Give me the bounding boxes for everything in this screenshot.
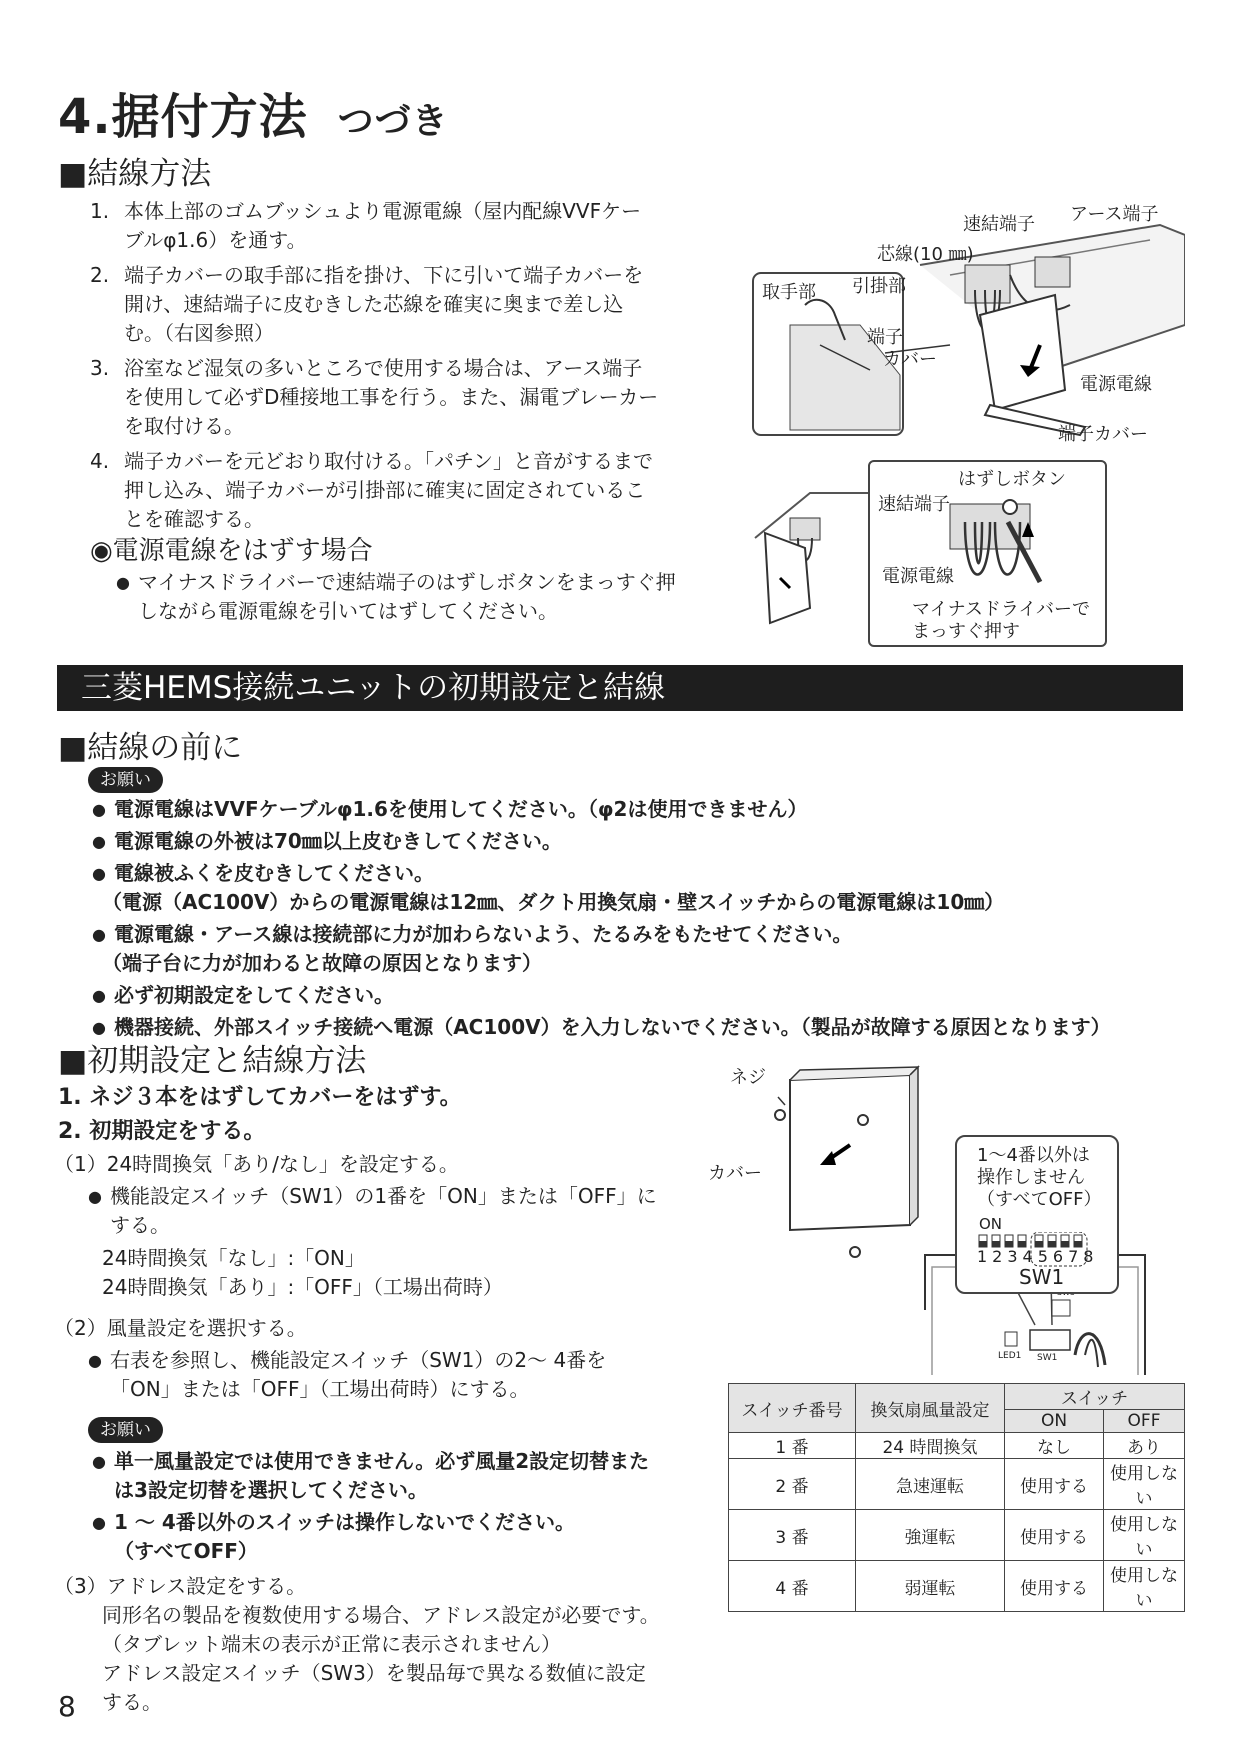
list-item: ● 電源電線の外被は70㎜以上皮むきしてください。 xyxy=(92,827,1192,856)
label-sw1-small: SW1 xyxy=(1037,1353,1058,1363)
s1-a: 24時間換気「なし」:「ON」 xyxy=(102,1246,365,1270)
before-title: ■結線の前に xyxy=(58,730,243,766)
setup-step1: 1. ネジ３本をはずしてカバーをはずす。 xyxy=(58,1085,462,1110)
list-note: （端子台に力が加わると故障の原因となります） xyxy=(102,951,542,975)
page-title: 4.据付方法 xyxy=(58,89,308,145)
list-item: ● 電源電線・アース線は接続部に力が加わらないよう、たるみをもたせてください。 xyxy=(92,920,1192,949)
th-switch: スイッチ xyxy=(1005,1384,1185,1410)
wiring-step: 2. 端子カバーの取手部に指を掛け、下に引いて端子カバーを開け、速結端子に皮むきした芯線を確実に奥まで差し込む。（右図参照） xyxy=(90,263,644,345)
s3-text1: 同形名の製品を複数使用する場合、アドレス設定が必要です。（タブレット端末の表示が正常に表示されません） xyxy=(102,1603,660,1656)
label-dengen: 電源電線 xyxy=(882,566,954,587)
s1-text: ● 機能設定スイッチ（SW1）の1番を「ON」または「OFF」にする。 xyxy=(88,1182,664,1240)
th-off: OFF xyxy=(1104,1410,1185,1433)
section-banner: 三菱HEMS接続ユニットの初期設定と結線 xyxy=(57,665,1183,711)
wiring-step: 3. 浴室など湿気の多いところで使用する場合は、アース端子を使用して必ずD種接地工事を行う。また、漏電ブレーカーを取付ける。 xyxy=(90,356,659,438)
s2-text: ● 右表を参照し、機能設定スイッチ（SW1）の2～ 4番を「ON」または「OFF」（工場出荷時）にする。 xyxy=(88,1346,664,1404)
remove-title: ◉電源電線をはずす場合 xyxy=(90,536,373,566)
setup-badge: お願い xyxy=(88,1414,664,1443)
list-note: （電源（AC100V）からの電源電線は12㎜、ダクト用換気扇・壁スイッチからの電源電線は10㎜） xyxy=(102,890,1005,914)
label-dengen: 電源電線 xyxy=(1080,374,1152,395)
label-button: はずしボタン xyxy=(958,469,1066,490)
s3-text2: アドレス設定スイッチ（SW3）を製品毎で異なる数値に設定する。 xyxy=(102,1661,646,1714)
sw1-numbers: 12345678 xyxy=(977,1247,1099,1266)
table-row: 4 番 弱運転 使用する 使用しない xyxy=(729,1561,1185,1612)
before-list xyxy=(92,795,1192,1042)
table-row: 2 番 急速運転 使用する 使用しない xyxy=(729,1459,1185,1510)
req1: ● 単一風量設定では使用できません。必ず風量2設定切替または3設定切替を選択してください。 xyxy=(92,1447,664,1505)
terminal-figure xyxy=(750,195,1185,445)
label-led1: LED1 xyxy=(998,1351,1022,1361)
page-heading xyxy=(58,78,449,147)
s1-title: （1）24時間換気「あり/なし」を設定する。 xyxy=(54,1152,459,1176)
sw1-label: SW1 xyxy=(1019,1265,1065,1289)
label-tanshi-cover: 端子カバー xyxy=(1058,424,1148,445)
req2: ● 1 ～ 4番以外のスイッチは操作しないでください。 xyxy=(92,1508,664,1537)
table-row: 1 番 24 時間換気 なし あり xyxy=(729,1433,1185,1459)
switch-table xyxy=(728,1383,1185,1612)
th-on: ON xyxy=(1005,1410,1104,1433)
list-item: ● 電源電線はVVFケーブルφ1.6を使用してください。（φ2は使用できません） xyxy=(92,795,1192,824)
wiring-title: ■結線方法 xyxy=(58,156,212,192)
req2b: （すべてOFF） xyxy=(114,1539,258,1563)
label-sokketsu: 速結端子 xyxy=(963,214,1035,235)
s1-b: 24時間換気「あり」:「OFF」（工場出荷時） xyxy=(102,1275,503,1299)
th-no: スイッチ番号 xyxy=(729,1384,856,1433)
label-neji: ネジ xyxy=(730,1067,766,1088)
before-badge: お願い xyxy=(88,767,163,793)
list-item: ● 機器接続、外部スイッチ接続へ電源（AC100V）を入力しないでください。（製品が故障する原因となります） xyxy=(92,1013,1192,1042)
page-title-sub: つづき xyxy=(337,101,449,142)
list-item: ● 電線被ふくを皮むきしてください。 xyxy=(92,859,1192,888)
wiring-steps xyxy=(90,197,660,540)
label-shinsen: 芯線(10 ㎜) xyxy=(877,244,974,265)
label-driver1: マイナスドライバーで xyxy=(912,599,1091,620)
label-earth: アース端子 xyxy=(1070,204,1159,225)
table-row: 3 番 強運転 使用する 使用しない xyxy=(729,1510,1185,1561)
label-tanshi: 端子 xyxy=(867,327,903,348)
s3-title: （3）アドレス設定をする。 xyxy=(54,1574,307,1598)
remove-text: ● マイナスドライバーで速結端子のはずしボタンをまっすぐ押しながら電源電線を引いてはずしてください。 xyxy=(116,568,683,626)
sw1-on-label: ON xyxy=(979,1215,1003,1233)
list-item: ● 必ず初期設定をしてください。 xyxy=(92,981,1192,1010)
label-cover: カバー xyxy=(883,349,937,370)
setup-body xyxy=(54,1150,664,1717)
sw1-note: 1～4番以外は 操作しません （すべてOFF） xyxy=(977,1145,1102,1210)
setup-step2: 2. 初期設定をする。 xyxy=(58,1119,266,1144)
sw1-callout xyxy=(955,1135,1119,1294)
page-number: 8 xyxy=(58,1690,76,1723)
label-driver2: まっすぐ押す xyxy=(912,621,1020,642)
remove-detail-box xyxy=(868,460,1107,647)
wiring-step: 1. 本体上部のゴムブッシュより電源電線（屋内配線VVFケーブルφ1.6）を通す。 xyxy=(90,199,642,252)
label-hikkake: 引掛部 xyxy=(852,276,906,297)
label-totte: 取手部 xyxy=(762,282,816,303)
s2-title: （2）風量設定を選択する。 xyxy=(54,1316,307,1340)
setup-title: ■初期設定と結線方法 xyxy=(58,1043,367,1079)
wiring-step: 4. 端子カバーを元どおり取付ける。「パチン」と音がするまで押し込み、端子カバーが引掛部に確実に固定されていることを確認する。 xyxy=(90,449,653,531)
label-cover: カバー xyxy=(708,1163,762,1184)
label-sokketsu: 速結端子 xyxy=(878,494,950,515)
th-set: 換気扇風量設定 xyxy=(856,1384,1005,1433)
